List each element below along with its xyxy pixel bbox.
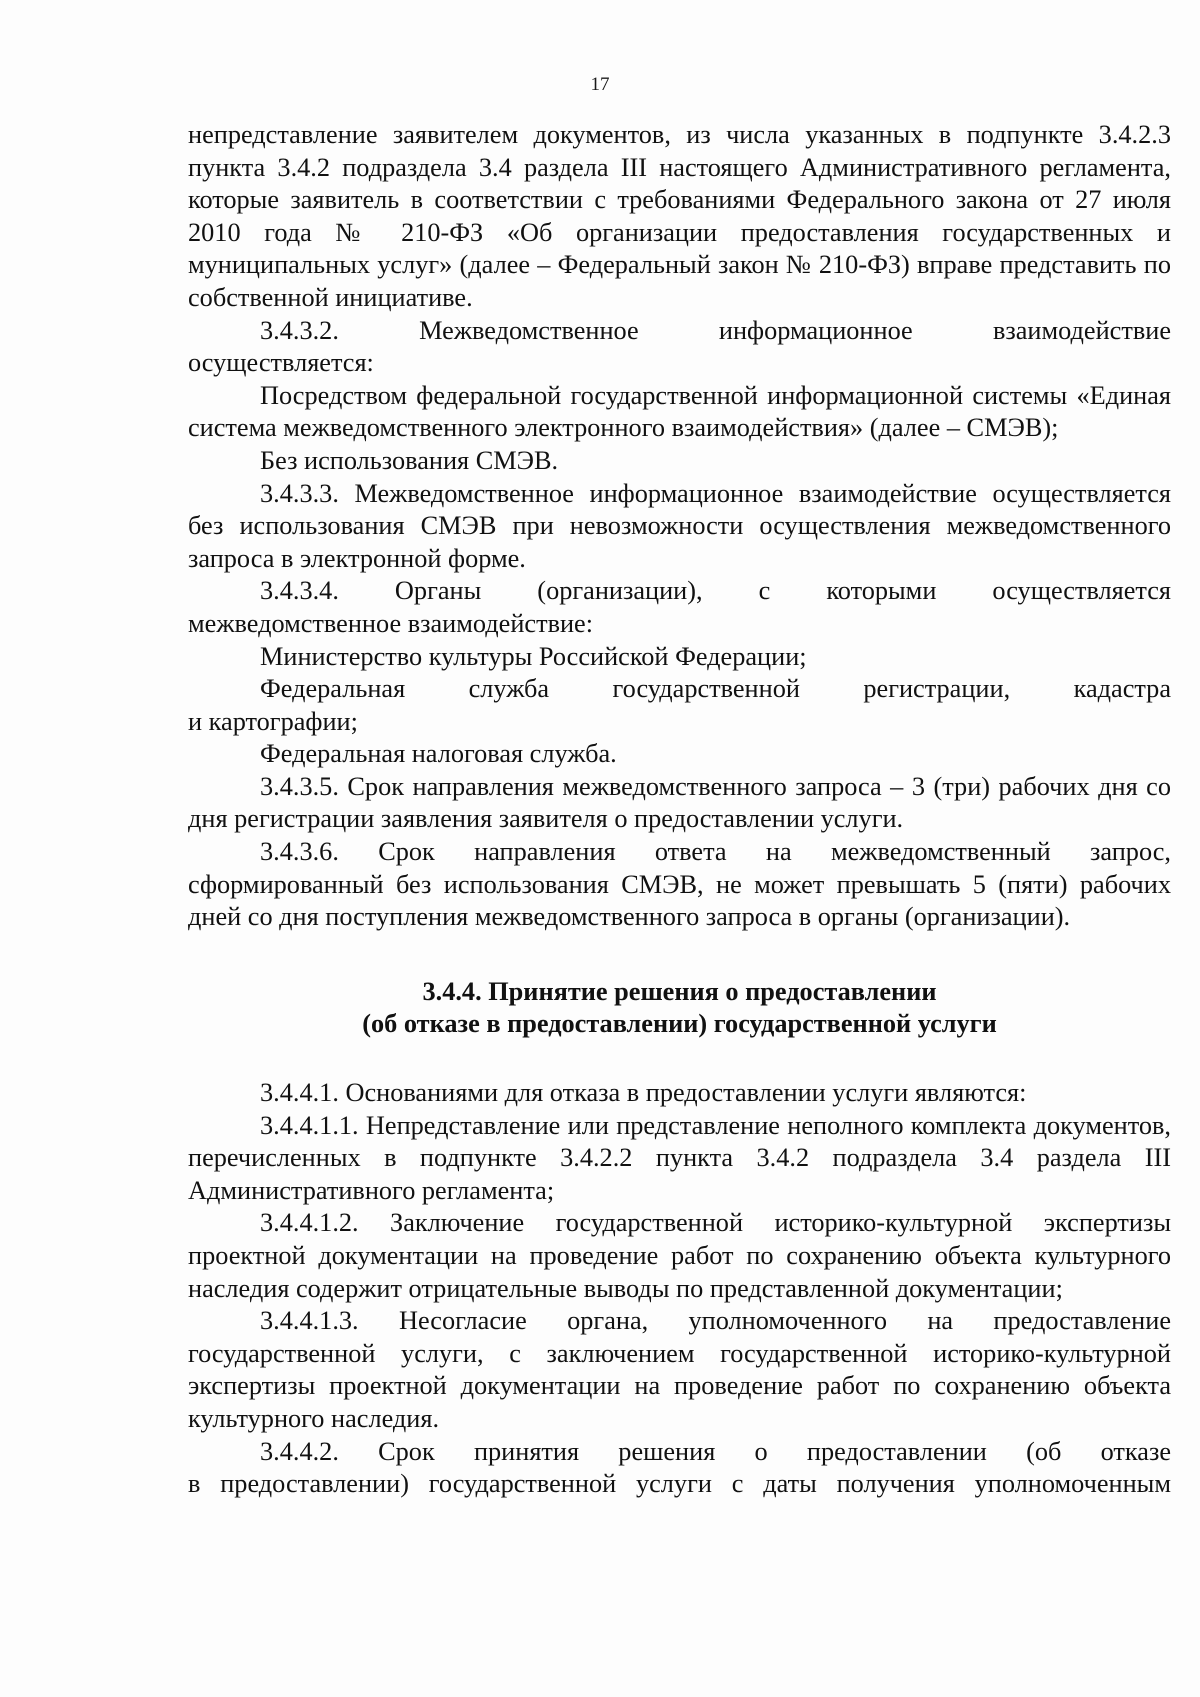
paragraph-3-4-3-5: 3.4.3.5. Срок направления межведомственного запроса – 3 (три) рабочих дня со дня регистрации заявления заявителя о предоставлении услуги. xyxy=(188,771,1171,834)
paragraph-3-4-3-2-continuation: осуществляется: xyxy=(188,348,374,378)
paragraph-3-4-4-2-continuation: в предоставлении) государственной услуги с даты получения уполномоченным xyxy=(188,1469,1171,1499)
section-heading-line-2: (об отказе в предоставлении) государственной услуги xyxy=(362,1009,997,1039)
paragraph-continuation: непредставление заявителем документов, из числа указанных в подпункте 3.4.2.3 пункта 3.4.2 подраздела 3.4 раздела III настоящего Административного регламента, которые заявитель в соответствии с требованиями Федерального закона от 27 июля 2010 года № 210-ФЗ «Об организации предоставления государственных и муниципальных услуг» (далее – Федеральный закон № 210-ФЗ) вправе представить по собственной инициативе. xyxy=(188,120,1171,312)
list-item-rosreestr: Федеральная служба государственной регистрации, кадастра xyxy=(260,674,1171,704)
paragraph-3-4-4-1-3: 3.4.4.1.3. Несогласие органа, уполномоченного на предоставление государственной услуги, с заключением государственной историко-культурной экспертизы проектной документации на проведение работ по сохранению объекта культурного наследия. xyxy=(188,1306,1171,1433)
paragraph-3-4-3-6: 3.4.3.6. Срок направления ответа на межведомственный запрос, сформированный без использования СМЭВ, не может превышать 5 (пяти) рабочих дней со дня поступления межведомственного запроса в органы (организации). xyxy=(188,837,1171,932)
section-heading-line-1: 3.4.4. Принятие решения о предоставлении xyxy=(422,976,937,1006)
paragraph-3-4-4-1: 3.4.4.1. Основаниями для отказа в предоставлении услуги являются: xyxy=(260,1078,1027,1108)
list-item-rosreestr-continuation: и картографии; xyxy=(188,706,358,736)
paragraph-without-smev: Без использования СМЭВ. xyxy=(260,445,559,475)
paragraph-3-4-4-1-2: 3.4.4.1.2. Заключение государственной историко-культурной экспертизы проектной документации на проведение работ по сохранению объекта культурного наследия содержит отрицательные выводы по представленной документации; xyxy=(188,1208,1171,1303)
list-item-tax-service: Федеральная налоговая служба. xyxy=(260,739,617,769)
list-item-ministry-of-culture: Министерство культуры Российской Федерации; xyxy=(260,641,807,671)
paragraph-3-4-3-2: 3.4.3.2. Межведомственное информационное взаимодействие xyxy=(260,315,1171,345)
paragraph-3-4-3-4-continuation: межведомственное взаимодействие: xyxy=(188,608,594,638)
page-number: 17 xyxy=(590,74,610,95)
section-heading xyxy=(188,976,1171,1041)
paragraph-smev: Посредством федеральной государственной информационной системы «Единая система межведомственного электронного взаимодействия» (далее – СМЭВ); xyxy=(188,380,1171,443)
paragraph-3-4-3-4: 3.4.3.4. Органы (организации), с которыми осуществляется xyxy=(260,576,1171,606)
paragraph-3-4-3-3: 3.4.3.3. Межведомственное информационное взаимодействие осуществляется без использования СМЭВ при невозможности осуществления межведомственного запроса в электронной форме. xyxy=(188,478,1171,573)
paragraph-3-4-4-1-1: 3.4.4.1.1. Непредставление или представление неполного комплекта документов, перечисленных в подпункте 3.4.2.2 пункта 3.4.2 подраздела 3.4 раздела III Административного регламента; xyxy=(188,1110,1171,1205)
document-body xyxy=(188,119,1171,1501)
paragraph-3-4-4-2: 3.4.4.2. Срок принятия решения о предоставлении (об отказе xyxy=(260,1436,1171,1466)
